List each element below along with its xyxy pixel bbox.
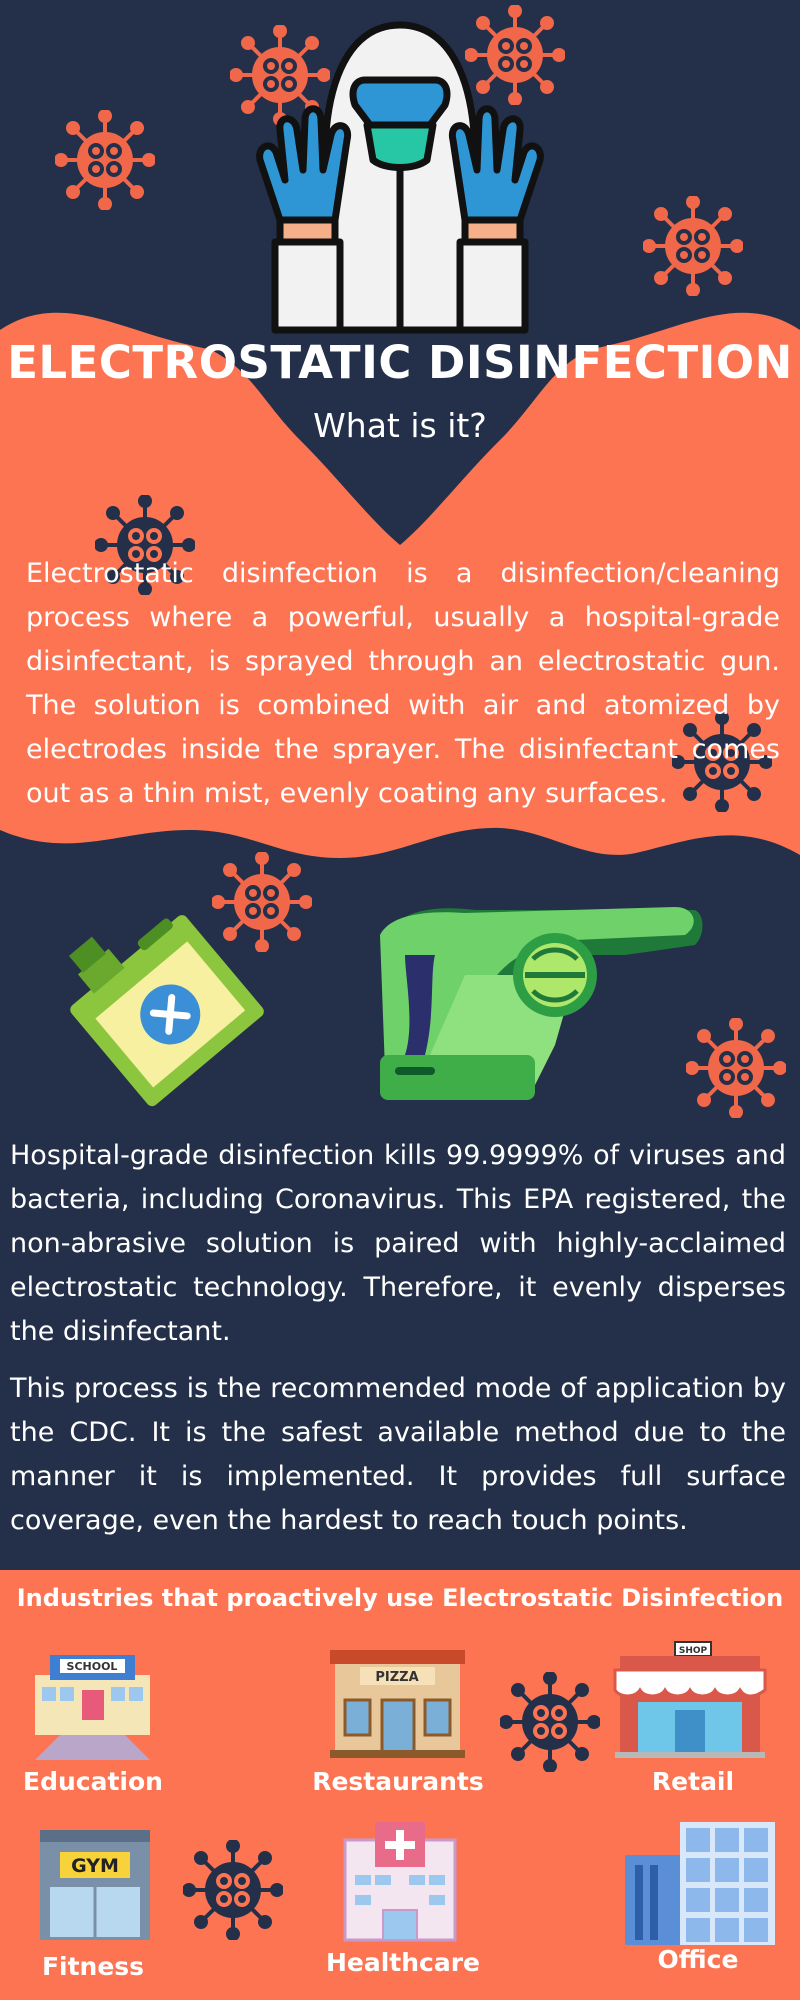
shop-sign: SHOP [678,1646,708,1656]
industry-label-fitness: Fitness [41,1952,145,1981]
spray-gun-icon [375,895,715,1105]
industry-label-restaurants: Restaurants [312,1767,484,1796]
office-building-icon [620,1820,780,1945]
virus-icon [183,1840,283,1940]
virus-icon [55,110,155,210]
page-subtitle: What is it? [313,406,487,445]
details-paragraph-2: This process is the recommended mode of application by the CDC. It is the safest available method due to the manner it is implemented. It provides full surface coverage, even the hardest to reach touch points. [10,1373,786,1536]
school-sign: SCHOOL [66,1660,118,1673]
gym-icon [35,1825,155,1945]
virus-icon [500,1672,600,1772]
shop-icon [610,1640,770,1760]
industry-label-retail: Retail [651,1767,735,1796]
industry-label-education: Education [23,1767,163,1796]
disinfectant-bottle-icon [35,905,285,1115]
page-title: ELECTROSTATIC DISINFECTION [7,336,793,389]
intro-paragraph: Electrostatic disinfection is a disinfection/cleaning process where a powerful, usually a hospital-grade disinfectant, is sprayed through an electrostatic gun. The solution is combined with air and atomized by electrodes inside the sprayer. The disinfectant comes out as a thin mist, evenly coating any surfaces. [26,558,780,809]
pizza-shop-icon [325,1645,470,1760]
industry-label-healthcare: Healthcare [325,1948,481,1977]
industries-heading: Industries that proactively use Electrostatic Disinfection [16,1584,784,1612]
details-paragraph-1: Hospital-grade disinfection kills 99.9999% of viruses and bacteria, including Coronavirus. This EPA registered, the non-abrasive solution is paired with highly-acclaimed electrostatic technology. Therefore, it evenly disperses the disinfectant. [10,1140,786,1347]
hazmat-worker-icon [255,20,545,335]
industry-label-office: Office [657,1945,739,1974]
pizza-sign: PIZZA [375,1670,419,1685]
gym-sign: GYM [71,1855,119,1877]
virus-icon [643,196,743,296]
hospital-icon [335,1820,465,1945]
school-icon [30,1645,155,1760]
